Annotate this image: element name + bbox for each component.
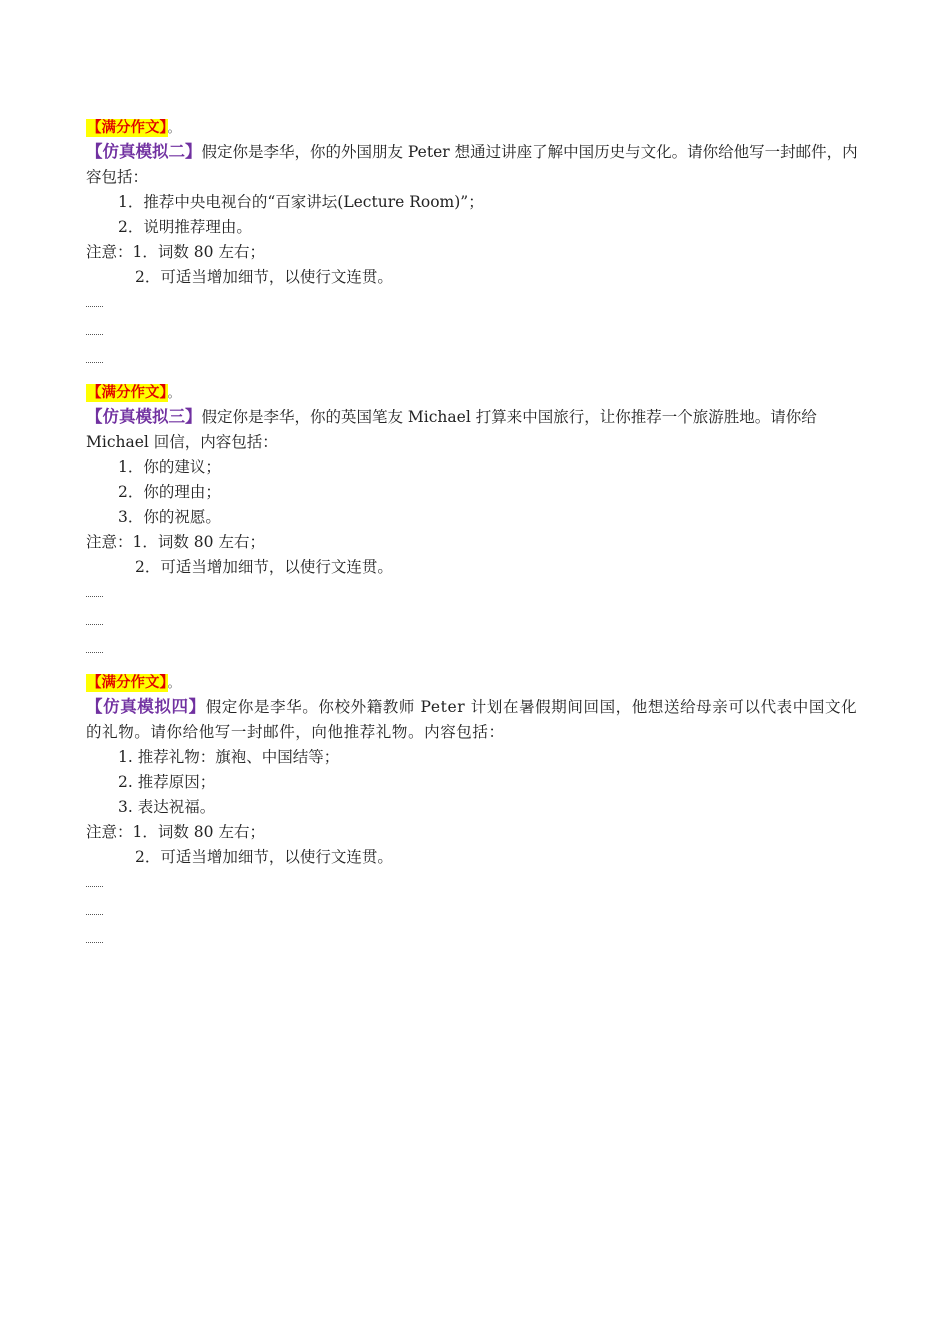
prompt-text: 假定你是李华，你的外国朋友 Peter 想通过讲座了解中国历史与文化。请你给他写一封邮件，内容包括： — [86, 143, 858, 186]
ellipsis-line — [86, 582, 866, 610]
full-score-badge-line: 【满分作文】。 — [87, 120, 180, 136]
task-prompt — [86, 404, 866, 455]
section-simulation-2 — [86, 115, 866, 376]
task-prompt — [86, 139, 866, 190]
content-item: 3．你的祝愿。 — [118, 508, 221, 526]
simulation-title: 【仿真模拟四】 — [86, 697, 206, 716]
prompt-text: 假定你是李华，你的英国笔友 Michael 打算来中国旅行，让你推荐一个旅游胜地。请你给 Michael 回信，内容包括： — [86, 408, 817, 451]
note-item: 2．可适当增加细节，以使行文连贯。 — [135, 848, 393, 866]
full-score-badge: 【满分作文】 — [87, 675, 167, 691]
content-item: 2．说明推荐理由。 — [118, 218, 252, 236]
note-line — [86, 820, 866, 845]
ellipsis-line — [86, 872, 866, 900]
simulation-title: 【仿真模拟二】 — [86, 142, 202, 161]
note-item: 2．可适当增加细节，以使行文连贯。 — [135, 268, 393, 286]
note-item: 1．词数 80 左右； — [132, 823, 265, 841]
content-item: 2．你的理由； — [118, 483, 221, 501]
note-line — [86, 240, 866, 265]
section-simulation-4 — [86, 670, 866, 956]
content-item: 1. 推荐礼物：旗袍、中国结等； — [118, 748, 340, 766]
note-item: 1．词数 80 左右； — [132, 533, 265, 551]
content-item: 1．你的建议； — [118, 458, 221, 476]
ellipsis-line — [86, 638, 866, 666]
note-label: 注意： — [86, 243, 133, 261]
content-item: 1．推荐中央电视台的“百家讲坛(Lecture Room)”； — [118, 193, 484, 211]
note-line — [86, 530, 866, 555]
section-simulation-3 — [86, 380, 866, 666]
ellipsis-line — [86, 292, 866, 320]
content-item: 3. 表达祝福。 — [118, 798, 216, 816]
note-label: 注意： — [86, 823, 133, 841]
full-score-badge: 【满分作文】 — [87, 120, 167, 136]
note-item: 1．词数 80 左右； — [132, 243, 265, 261]
note-item: 2．可适当增加细节，以使行文连贯。 — [135, 558, 393, 576]
ellipsis-line — [86, 320, 866, 348]
content-item: 2. 推荐原因； — [118, 773, 216, 791]
simulation-title: 【仿真模拟三】 — [86, 407, 202, 426]
full-score-badge-line: 【满分作文】。 — [87, 675, 180, 691]
full-score-badge-line: 【满分作文】。 — [87, 385, 180, 401]
prompt-text: 假定你是李华。你校外籍教师 Peter 计划在暑假期间回国，他想送给母亲可以代表中国文化的礼物。请你给他写一封邮件，向他推荐礼物。内容包括： — [86, 698, 858, 741]
ellipsis-line — [86, 928, 866, 956]
task-prompt — [86, 694, 866, 745]
ellipsis-line — [86, 900, 866, 928]
ellipsis-line — [86, 610, 866, 638]
note-label: 注意： — [86, 533, 133, 551]
full-score-badge: 【满分作文】 — [87, 385, 167, 401]
ellipsis-line — [86, 348, 866, 376]
